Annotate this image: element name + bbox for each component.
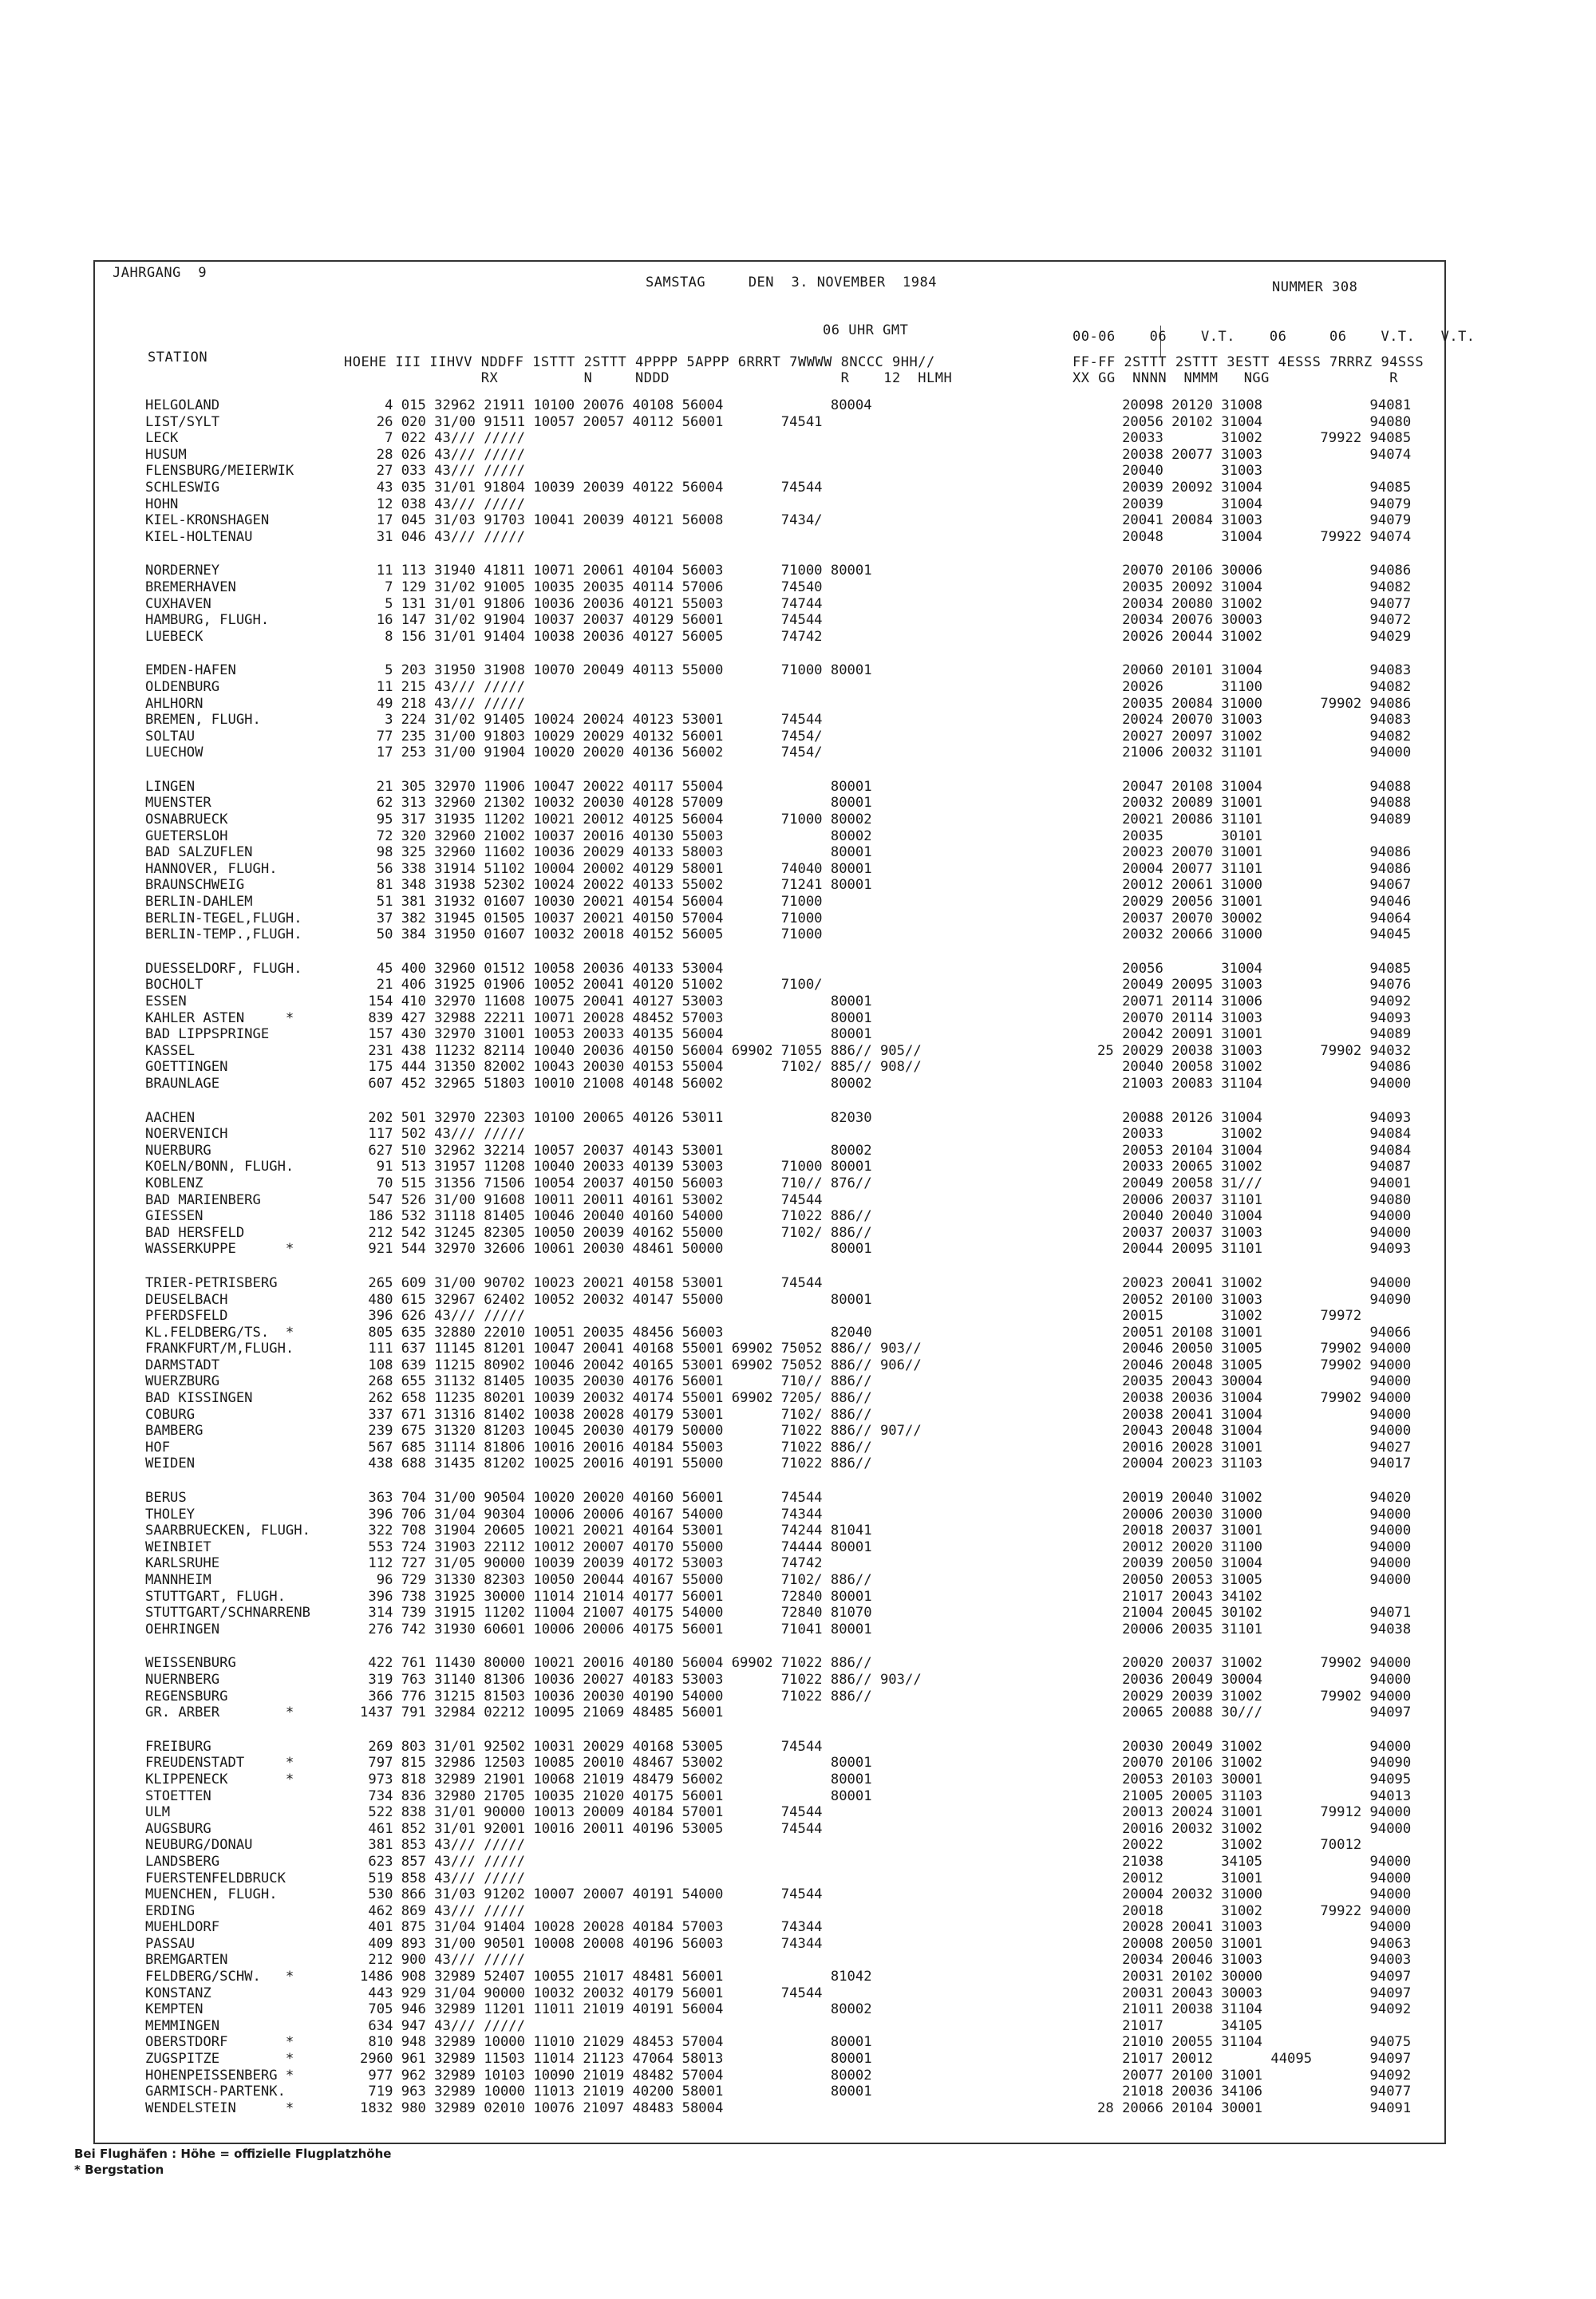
station-row-period-values: 20006 20030 31000 94000 [1073, 1506, 1412, 1523]
station-row-period-values: 20037 20037 31003 94000 [1073, 1224, 1412, 1241]
station-row-period-values: 20053 20104 31004 94084 [1073, 1142, 1412, 1159]
station-row: LINGEN 21 305 32970 11906 10047 20022 40117 55004 80001 [145, 778, 872, 795]
station-row-period-values: 20032 20089 31001 94088 [1073, 795, 1412, 812]
station-row: BAMBERG 239 675 31320 81203 10045 20030 40179 50000 71022 886// 907// [145, 1423, 922, 1440]
station-row-period-values: 20033 31002 79922 94085 [1073, 430, 1412, 447]
station-row: SAARBRUECKEN, FLUGH. 322 708 31904 20605 10021 20021 40164 53001 74244 81041 [145, 1523, 872, 1539]
station-row-period-values: 20071 20114 31006 94092 [1073, 993, 1412, 1009]
station-row-period-values: 20033 31002 94084 [1073, 1126, 1412, 1143]
period-observations [1073, 397, 1412, 2134]
station-row: BREMGARTEN 212 900 43/// ///// [145, 1952, 525, 1969]
station-row-period-values: 20070 20106 30006 94086 [1073, 563, 1412, 579]
station-row: HAMBURG, FLUGH. 16 147 31/02 91904 10037 20037 40129 56001 74544 [145, 612, 823, 629]
station-row: HELGOLAND 4 015 32962 21911 10100 20076 40108 56004 80004 [145, 397, 872, 413]
station-group [145, 397, 1159, 545]
station-row: OBERSTDORF * 810 948 32989 10000 11010 21029 48453 57004 80001 [145, 2034, 872, 2051]
station-group [145, 1275, 1159, 1472]
right-columns-header: FF-FF 2STTT 2STTT 3ESTT 4ESSS 7RRRZ 94SSS [1073, 354, 1424, 370]
station-group-right [1073, 778, 1412, 943]
issue-number: NUMMER 308 [1272, 279, 1358, 295]
station-row: TRIER-PETRISBERG 265 609 31/00 90702 10023 20021 40158 53001 74544 [145, 1274, 823, 1291]
station-row-period-values: 20060 20101 31004 94083 [1073, 662, 1412, 679]
station-row: NUERNBERG 319 763 31140 81306 10036 20027 40183 53003 71022 886// 903// [145, 1671, 922, 1688]
station-row: EMDEN-HAFEN 5 203 31950 31908 10070 20049 40113 55000 71000 80001 [145, 662, 872, 679]
station-row-period-values: 20035 20092 31004 94082 [1073, 579, 1412, 595]
station-row-period-values: 20013 20024 31001 79912 94000 [1073, 1804, 1412, 1821]
station-row-period-values: 21006 20032 31101 94000 [1073, 745, 1412, 761]
station-row-period-values: 20043 20048 31004 94000 [1073, 1423, 1412, 1440]
station-row-period-values: 20022 31002 70012 [1073, 1837, 1362, 1854]
station-row: GR. ARBER * 1437 791 32984 02212 10095 21069 48485 56001 [145, 1704, 724, 1721]
station-row-period-values: 21010 20055 31104 94075 [1073, 2034, 1412, 2051]
station-row-period-values: 21038 34105 94000 [1073, 1853, 1412, 1870]
station-row: NUERBURG 627 510 32962 32214 10057 20037 40143 53001 80002 [145, 1142, 872, 1159]
station-row-period-values: 21011 20038 31104 94092 [1073, 2001, 1412, 2018]
station-row: ESSEN 154 410 32970 11608 10075 20041 40127 53003 80001 [145, 993, 872, 1009]
observation-time: 06 UHR GMT [823, 322, 909, 338]
station-row: GARMISCH-PARTENK. 719 963 32989 10000 11013 21019 40200 58001 80001 [145, 2084, 872, 2100]
station-row: AACHEN 202 501 32970 22303 10100 20065 40126 53011 82030 [145, 1109, 872, 1126]
station-row-period-values: 20040 20058 31002 94086 [1073, 1059, 1412, 1076]
station-row-period-values: 20026 20044 31002 94029 [1073, 628, 1412, 645]
station-row: HOHENPEISSENBERG * 977 962 32989 10103 10090 21019 48482 57004 80002 [145, 2067, 872, 2084]
station-row-period-values: 20023 20070 31001 94086 [1073, 844, 1412, 861]
station-row-period-values: 20053 20103 30001 94095 [1073, 1771, 1412, 1787]
station-row: STUTTGART, FLUGH. 396 738 31925 30000 11014 21014 40177 56001 72840 80001 [145, 1588, 872, 1605]
station-row: HUSUM 28 026 43/// ///// [145, 446, 525, 463]
station-row: KL.FELDBERG/TS. * 805 635 32880 22010 10051 20035 48456 56003 82040 [145, 1324, 872, 1341]
station-group [145, 779, 1159, 943]
station-group-right [1073, 1490, 1412, 1637]
station-row-period-values: 20032 20066 31000 94045 [1073, 926, 1412, 943]
station-row-period-values: 20031 20043 30003 94097 [1073, 1985, 1412, 2001]
station-row-period-values: 20035 20043 30004 94000 [1073, 1373, 1412, 1390]
right-columns-subheader: XX GG NNNN NMMM NGG R [1073, 370, 1398, 386]
station-row-period-values: 20051 20108 31001 94066 [1073, 1324, 1412, 1341]
station-row: WEIDEN 438 688 31435 81202 10025 20016 40191 55000 71022 886// [145, 1456, 872, 1472]
station-row: HOF 567 685 31114 81806 10016 20016 40184 55003 71022 886// [145, 1439, 872, 1456]
station-row: WUERZBURG 268 655 31132 81405 10035 20030 40176 56001 710// 886// [145, 1373, 872, 1390]
station-column-header: STATION [148, 350, 208, 365]
station-row: ULM 522 838 31/01 90000 10013 20009 40184 57001 74544 [145, 1804, 823, 1821]
station-row-period-values: 20027 20097 31002 94082 [1073, 728, 1412, 745]
station-row: STOETTEN 734 836 32980 21705 10035 21020 40175 56001 80001 [145, 1787, 872, 1804]
station-group-right [1073, 563, 1412, 645]
station-row-period-values: 20039 20092 31004 94085 [1073, 479, 1412, 496]
station-row: LECK 7 022 43/// ///// [145, 430, 525, 447]
station-row: MUENCHEN, FLUGH. 530 866 31/03 91202 10007 20007 40191 54000 74544 [145, 1886, 823, 1903]
station-row-period-values: 20041 20084 31003 94079 [1073, 512, 1412, 529]
station-row: OSNABRUECK 95 317 31935 11202 10021 20012 40125 56004 71000 80002 [145, 812, 872, 828]
station-row: BERLIN-TEGEL,FLUGH. 37 382 31945 01505 10037 20021 40150 57004 71000 [145, 910, 823, 926]
station-row: HANNOVER, FLUGH. 56 338 31914 51102 10004 20002 40129 58001 74040 80001 [145, 860, 872, 877]
station-row-period-values: 20039 31004 94079 [1073, 496, 1412, 512]
station-row: OEHRINGEN 276 742 31930 60601 10006 20006 40175 56001 71041 80001 [145, 1621, 872, 1637]
station-row-period-values: 20034 20080 31002 94077 [1073, 595, 1412, 612]
station-group-right [1073, 397, 1412, 545]
station-row-period-values: 20044 20095 31101 94093 [1073, 1241, 1412, 1258]
station-row: DEUSELBACH 480 615 32967 62402 10052 20032 40147 55000 80001 [145, 1291, 872, 1308]
station-row: FUERSTENFELDBRUCK 519 858 43/// ///// [145, 1870, 525, 1886]
station-row: MUEHLDORF 401 875 31/04 91404 10028 20028 40184 57003 74344 [145, 1919, 823, 1936]
station-row: BAD KISSINGEN 262 658 11235 80201 10039 20032 40174 55001 69902 7205/ 886// [145, 1390, 872, 1407]
station-row-period-values: 20035 20084 31000 79902 94086 [1073, 695, 1412, 712]
station-row: PASSAU 409 893 31/00 90501 10008 20008 40196 56003 74344 [145, 1935, 823, 1952]
station-group [145, 662, 1159, 761]
station-row: LUECHOW 17 253 31/00 91904 10020 20020 40136 56002 7454/ [145, 745, 823, 761]
station-row-period-values: 20034 20046 31003 94003 [1073, 1952, 1412, 1969]
station-row: BAD MARIENBERG 547 526 31/00 91608 10011 20011 40161 53002 74544 [145, 1191, 823, 1208]
station-row: BRAUNLAGE 607 452 32965 51803 10010 21008 40148 56002 80002 [145, 1075, 872, 1092]
station-row-period-values: 20018 20037 31001 94000 [1073, 1523, 1412, 1539]
station-row-period-values: 20029 20039 31002 79902 94000 [1073, 1688, 1412, 1704]
station-row: KASSEL 231 438 11232 82114 10040 20036 40150 56004 69902 71055 886// 905// [145, 1042, 922, 1059]
station-row-period-values: 20070 20106 31002 94090 [1073, 1755, 1412, 1772]
station-row-period-values: 20046 20048 31005 79902 94000 [1073, 1357, 1412, 1373]
footnote-mountain-station: * Bergstation [74, 2163, 164, 2177]
station-row: GUETERSLOH 72 320 32960 21002 10037 20016 40130 55003 80002 [145, 828, 872, 844]
code-columns-subheader: RX N NDDD R 12 HLMH [344, 370, 953, 386]
station-row: FELDBERG/SCHW. * 1486 908 32989 52407 10055 21017 48481 56001 81042 [145, 1969, 872, 1985]
station-row-period-values: 21004 20045 30102 94071 [1073, 1605, 1412, 1622]
station-row: BERUS 363 704 31/00 90504 10020 20020 40160 56001 74544 [145, 1490, 823, 1507]
station-observations [145, 397, 1159, 2134]
station-row: BAD LIPPSPRINGE 157 430 32970 31001 10053 20033 40135 56004 80001 [145, 1026, 872, 1043]
station-row-period-values: 20038 20036 31004 79902 94000 [1073, 1390, 1412, 1407]
station-row-period-values: 20034 20076 30003 94072 [1073, 612, 1412, 629]
station-row-period-values: 20049 20058 31/// 94001 [1073, 1175, 1412, 1191]
station-row-period-values: 21017 20043 34102 [1073, 1588, 1262, 1605]
station-row: PFERDSFELD 396 626 43/// ///// [145, 1308, 525, 1325]
station-row: NORDERNEY 11 113 31940 41811 10071 20061 40104 56003 71000 80001 [145, 563, 872, 579]
station-row-period-values: 20047 20108 31004 94088 [1073, 778, 1412, 795]
station-row-period-values: 20006 20035 31101 94038 [1073, 1621, 1412, 1637]
station-row: FREUDENSTADT * 797 815 32986 12503 10085 20010 48467 53002 80001 [145, 1755, 872, 1772]
station-row: BAD SALZUFLEN 98 325 32960 11602 10036 20029 40133 58003 80001 [145, 844, 872, 861]
station-row-period-values: 20026 31100 94082 [1073, 678, 1412, 695]
station-row: GOETTINGEN 175 444 31350 82002 10043 20030 40153 55004 7102/ 885// 908// [145, 1059, 922, 1076]
station-group [145, 1490, 1159, 1637]
station-row: WEINBIET 553 724 31903 22112 10012 20007 40170 55000 74444 80001 [145, 1539, 872, 1555]
station-row: BAD HERSFELD 212 542 31245 82305 10050 20039 40162 55000 7102/ 886// [145, 1224, 872, 1241]
station-row-period-values: 20038 20077 31003 94074 [1073, 446, 1412, 463]
station-row: BERLIN-DAHLEM 51 381 31932 01607 10030 20021 40154 56004 71000 [145, 894, 823, 911]
station-row-period-values: 20004 20077 31101 94086 [1073, 860, 1412, 877]
station-group-right [1073, 1655, 1412, 1721]
station-row: KARLSRUHE 112 727 31/05 90000 10039 20039 40172 53003 74742 [145, 1555, 823, 1572]
station-row: KAHLER ASTEN * 839 427 32988 22211 10071 20028 48452 57003 80001 [145, 1009, 872, 1026]
station-row: SOLTAU 77 235 31/00 91803 10029 20029 40132 56001 7454/ [145, 728, 823, 745]
station-group-right [1073, 1274, 1412, 1472]
station-row-period-values: 20012 20020 31100 94000 [1073, 1539, 1412, 1555]
station-row: AHLHORN 49 218 43/// ///// [145, 695, 525, 712]
station-row: ZUGSPITZE * 2960 961 32989 11503 11014 21123 47064 58013 80001 [145, 2051, 872, 2068]
station-row: DUESSELDORF, FLUGH. 45 400 32960 01512 10058 20036 40133 53004 [145, 960, 724, 977]
station-row-period-values: 20018 31002 79922 94000 [1073, 1902, 1412, 1919]
station-row-period-values: 20028 20041 31003 94000 [1073, 1919, 1412, 1936]
station-row-period-values: 20035 30101 [1073, 828, 1262, 844]
station-row-period-values: 20046 20050 31005 79902 94000 [1073, 1341, 1412, 1357]
station-row-period-values: 20036 20049 30004 94000 [1073, 1671, 1412, 1688]
station-row-period-values: 20052 20100 31003 94090 [1073, 1291, 1412, 1308]
station-row-period-values: 20030 20049 31002 94000 [1073, 1738, 1412, 1755]
station-row-period-values: 20020 20037 31002 79902 94000 [1073, 1655, 1412, 1672]
station-row: NOERVENICH 117 502 43/// ///// [145, 1126, 525, 1143]
station-row: LIST/SYLT 26 020 31/00 91511 10057 20057 40112 56001 74541 [145, 413, 823, 430]
station-row-period-values: 21017 34105 [1073, 2017, 1262, 2034]
period-columns-header: 00-06 06 V.T. 06 06 V.T. V.T. [1073, 329, 1476, 345]
station-row: KLIPPENECK * 973 818 32989 21901 10068 21019 48479 56002 80001 [145, 1771, 872, 1787]
station-group-right [1073, 1738, 1412, 2117]
station-row-period-values: 20019 20040 31002 94020 [1073, 1490, 1412, 1507]
station-row: BOCHOLT 21 406 31925 01906 10052 20041 40120 51002 7100/ [145, 977, 823, 993]
station-row-period-values: 20023 20041 31002 94000 [1073, 1274, 1412, 1291]
station-row-period-values: 21003 20083 31104 94000 [1073, 1075, 1412, 1092]
station-group [145, 563, 1159, 645]
station-group [145, 1739, 1159, 2117]
station-row-period-values: 20065 20088 30/// 94097 [1073, 1704, 1412, 1721]
station-row: KIEL-HOLTENAU 31 046 43/// ///// [145, 528, 525, 545]
station-group [145, 1655, 1159, 1720]
station-row: NEUBURG/DONAU 381 853 43/// ///// [145, 1837, 525, 1854]
station-group-right [1073, 960, 1412, 1092]
station-row-period-values: 20050 20053 31005 94000 [1073, 1572, 1412, 1588]
station-row-period-values: 20021 20086 31101 94089 [1073, 812, 1412, 828]
station-row-period-values: 21017 20012 44095 94097 [1073, 2051, 1412, 2068]
station-row: LUEBECK 8 156 31/01 91404 10038 20036 40127 56005 74742 [145, 628, 823, 645]
station-row: KEMPTEN 705 946 32989 11201 11011 21019 40191 56004 80002 [145, 2001, 872, 2018]
station-row-period-values: 20049 20095 31003 94076 [1073, 977, 1412, 993]
station-group [145, 961, 1159, 1092]
station-row: LANDSBERG 623 857 43/// ///// [145, 1853, 525, 1870]
station-row-period-values: 20048 31004 79922 94074 [1073, 528, 1412, 545]
station-row-period-values: 20012 20061 31000 94067 [1073, 877, 1412, 894]
station-row-period-values: 20038 20041 31004 94000 [1073, 1406, 1412, 1423]
footnote-airport-height: Bei Flughäfen : Höhe = offizielle Flugplatzhöhe [74, 2147, 392, 2161]
station-row: KONSTANZ 443 929 31/04 90000 10032 20032 40179 56001 74544 [145, 1985, 823, 2001]
station-row-period-values: 21018 20036 34106 94077 [1073, 2084, 1412, 2100]
station-row: FREIBURG 269 803 31/01 92502 10031 20029 40168 53005 74544 [145, 1738, 823, 1755]
station-row-period-values: 20031 20102 30000 94097 [1073, 1969, 1412, 1985]
station-row-period-values: 20040 20040 31004 94000 [1073, 1208, 1412, 1225]
station-row: WENDELSTEIN * 1832 980 32989 02010 10076 21097 48483 58004 [145, 2100, 724, 2116]
station-row: SCHLESWIG 43 035 31/01 91804 10039 20039 40122 56004 74544 [145, 479, 823, 496]
station-row-period-values: 20098 20120 31008 94081 [1073, 397, 1412, 413]
station-row-period-values: 20008 20050 31001 94063 [1073, 1935, 1412, 1952]
station-group-right [1073, 1109, 1412, 1258]
station-row: FLENSBURG/MEIERWIK 27 033 43/// ///// [145, 463, 525, 480]
station-row-period-values: 20012 31001 94000 [1073, 1870, 1412, 1886]
station-row-period-values: 20056 20102 31004 94080 [1073, 413, 1412, 430]
station-row-period-values: 20037 20070 30002 94064 [1073, 910, 1412, 926]
station-row-period-values: 28 20066 20104 30001 94091 [1073, 2100, 1412, 2116]
station-row-period-values: 21005 20005 31103 94013 [1073, 1787, 1412, 1804]
station-row-period-values: 20024 20070 31003 94083 [1073, 712, 1412, 729]
station-row-period-values: 20029 20056 31001 94046 [1073, 894, 1412, 911]
station-row: WASSERKUPPE * 921 544 32970 32606 10061 20030 48461 50000 80001 [145, 1241, 872, 1258]
station-row: MEMMINGEN 634 947 43/// ///// [145, 2017, 525, 2034]
station-row-period-values: 20004 20032 31000 94000 [1073, 1886, 1412, 1903]
station-group [145, 1110, 1159, 1258]
station-row: BREMEN, FLUGH. 3 224 31/02 91405 10024 20024 40123 53001 74544 [145, 712, 823, 729]
station-row: FRANKFURT/M,FLUGH. 111 637 11145 81201 10047 20041 40168 55001 69902 75052 886// 903// [145, 1341, 922, 1357]
station-row-period-values: 20042 20091 31001 94089 [1073, 1026, 1412, 1043]
station-row-period-values: 20039 20050 31004 94000 [1073, 1555, 1412, 1572]
station-row-period-values: 20004 20023 31103 94017 [1073, 1456, 1412, 1472]
report-date: SAMSTAG DEN 3. NOVEMBER 1984 [646, 275, 937, 290]
station-row: ERDING 462 869 43/// ///// [145, 1902, 525, 1919]
station-row-period-values: 20056 31004 94085 [1073, 960, 1412, 977]
station-row-period-values: 20016 20032 31002 94000 [1073, 1820, 1412, 1837]
station-row: AUGSBURG 461 852 31/01 92001 10016 20011 40196 53005 74544 [145, 1820, 823, 1837]
station-row: HOHN 12 038 43/// ///// [145, 496, 525, 512]
weather-report-frame [93, 260, 1476, 2144]
station-row-period-values: 20040 31003 [1073, 463, 1262, 480]
station-row: KOELN/BONN, FLUGH. 91 513 31957 11208 10040 20033 40139 53003 71000 80001 [145, 1159, 872, 1175]
station-row-period-values: 20033 20065 31002 94087 [1073, 1159, 1412, 1175]
station-row: THOLEY 396 706 31/04 90304 10006 20006 40167 54000 74344 [145, 1506, 823, 1523]
station-row: REGENSBURG 366 776 31215 81503 10036 20030 40190 54000 71022 886// [145, 1688, 872, 1704]
jahrgang-label: JAHRGANG 9 [113, 265, 207, 281]
station-row-period-values: 20088 20126 31004 94093 [1073, 1109, 1412, 1126]
station-row: BERLIN-TEMP.,FLUGH. 50 384 31950 01607 10032 20018 40152 56005 71000 [145, 926, 823, 943]
station-row: MANNHEIM 96 729 31330 82303 10050 20044 40167 55000 7102/ 886// [145, 1572, 872, 1588]
station-row: DARMSTADT 108 639 11215 80902 10046 20042 40165 53001 69902 75052 886// 906// [145, 1357, 922, 1373]
station-group-right [1073, 662, 1412, 761]
station-row: GIESSEN 186 532 31118 81405 10046 20040 40160 54000 71022 886// [145, 1208, 872, 1225]
station-row: KIEL-KRONSHAGEN 17 045 31/03 91703 10041 20039 40121 56008 7434/ [145, 512, 823, 529]
station-row-period-values: 20070 20114 31003 94093 [1073, 1009, 1412, 1026]
station-row: BRAUNSCHWEIG 81 348 31938 52302 10024 20022 40133 55002 71241 80001 [145, 877, 872, 894]
station-row-period-values: 20006 20037 31101 94080 [1073, 1191, 1412, 1208]
station-row: BREMERHAVEN 7 129 31/02 91005 10035 20035 40114 57006 74540 [145, 579, 823, 595]
station-row-period-values: 20077 20100 31001 94092 [1073, 2067, 1412, 2084]
station-row-period-values: 25 20029 20038 31003 79902 94032 [1073, 1042, 1412, 1059]
station-row: MUENSTER 62 313 32960 21302 10032 20030 40128 57009 80001 [145, 795, 872, 812]
station-row: WEISSENBURG 422 761 11430 80000 10021 20016 40180 56004 69902 71022 886// [145, 1655, 872, 1672]
station-row-period-values: 20015 31002 79972 [1073, 1308, 1362, 1325]
station-row: OLDENBURG 11 215 43/// ///// [145, 678, 525, 695]
station-row-period-values: 20016 20028 31001 94027 [1073, 1439, 1412, 1456]
code-columns-header: HOEHE III IIHVV NDDFF 1STTT 2STTT 4PPPP 5APPP 6RRRT 7WWWW 8NCCC 9HH// [344, 354, 935, 370]
station-row: KOBLENZ 70 515 31356 71506 10054 20037 40150 56003 710// 876// [145, 1175, 872, 1191]
station-row: COBURG 337 671 31316 81402 10038 20028 40179 53001 7102/ 886// [145, 1406, 872, 1423]
station-row: CUXHAVEN 5 131 31/01 91806 10036 20036 40121 55003 74744 [145, 595, 823, 612]
station-row: STUTTGART/SCHNARRENB 314 739 31915 11202 11004 21007 40175 54000 72840 81070 [145, 1605, 872, 1622]
